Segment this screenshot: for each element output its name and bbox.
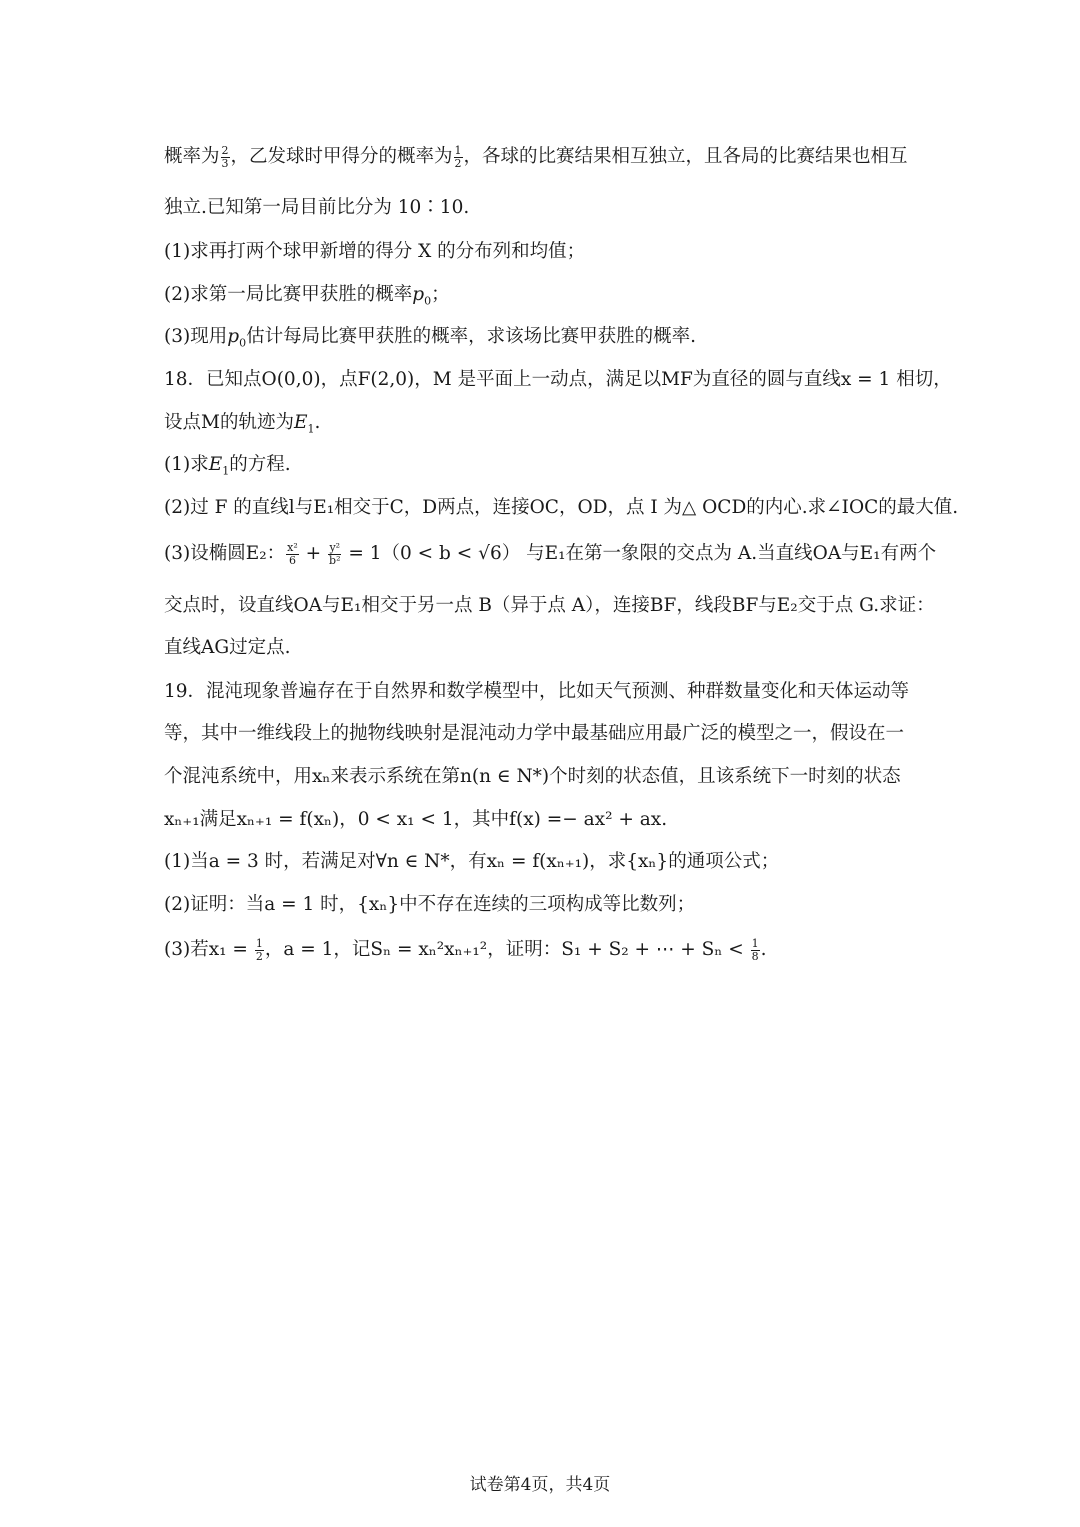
q17-part3: (3)现用$p_0$估计每局比赛甲获胜的概率，求该场比赛甲获胜的概率. <box>164 326 696 350</box>
fraction-1-2: $\frac{1}{2}$ <box>454 143 462 170</box>
q18-part3: (3)设椭圆E₂： $\frac{\text{x²}}{6}$ + $\frac{\text{y²}}{\text{b²}}$ = 1（0 < b < √6） 与E₁在第一象限的交点为 A.当直线OA与E₁有两个 <box>164 540 937 567</box>
page-footer: 试卷第4页，共4页 <box>469 1475 611 1495</box>
fraction-1-2-b: $\frac{1}{2}$ <box>255 936 263 963</box>
fraction-x2-6: $\frac{\text{x²}}{6}$ <box>287 540 298 567</box>
q19-stem-2: 等，其中一维线段上的抛物线映射是混沌动力学中最基础应用最广泛的模型之一，假设在一 <box>164 723 905 744</box>
q19-part2: (2)证明：当a = 1 时，{xₙ}中不存在连续的三项构成等比数列； <box>164 894 696 915</box>
q17-part1: (1)求再打两个球甲新增的得分 X 的分布列和均值； <box>164 241 586 262</box>
q18-stem: 18．已知点O(0,0)，点F(2,0)，M 是平面上一动点，满足以MF为直径的圆与直线x = 1 相切， <box>164 369 952 390</box>
q18-part3-2: 交点时，设直线OA与E₁相交于另一点 B（异于点 A），连接BF，线段BF与E₂交于点 G.求证： <box>164 595 935 616</box>
q19-part3: (3)若x₁ = $\frac{1}{2}$ ，a = 1，记Sₙ = xₙ²xₙ₊₁²，证明：S₁ + S₂ + ⋯ + Sₙ < $\frac{1}{8}$ . <box>164 936 767 963</box>
q17-part2: (2)求第一局比赛甲获胜的概率$p_0$； <box>164 284 450 308</box>
q19-stem-1: 19．混沌现象普遍存在于自然界和数学模型中，比如天气预测、种群数量变化和天体运动等 <box>164 681 910 702</box>
q18-stem-2: 设点M的轨迹为$E_1$. <box>164 412 321 436</box>
q19-part1: (1)当a = 3 时，若满足对∀n ∈ N*，有xₙ = f(xₙ₊₁)，求{xₙ}的通项公式； <box>164 851 780 872</box>
line-2: 独立.已知第一局目前比分为 10∶10. <box>164 197 470 218</box>
fraction-2-3: $\frac{2}{3}$ <box>221 143 229 170</box>
fraction-1-8: $\frac{1}{8}$ <box>751 936 759 963</box>
q19-stem-3: 个混沌系统中，用xₙ来表示系统在第n(n ∈ N*)个时刻的状态值，且该系统下一时刻的状态 <box>164 766 901 787</box>
line-1: 概率为 $\frac{2}{3}$ ，乙发球时甲得分的概率为 $\frac{1}{2}$ ，各球的比赛结果相互独立，且各局的比赛结果也相互 <box>164 143 908 170</box>
q18-part3-3: 直线AG过定点. <box>164 637 291 658</box>
q18-part2: (2)过 F 的直线l与E₁相交于C，D两点，连接OC，OD，点 I 为△ OCD的内心.求∠IOC的最大值. <box>164 497 959 518</box>
fraction-y2-b2: $\frac{\text{y²}}{\text{b²}}$ <box>329 540 341 567</box>
q18-part1: (1)求$E_1$的方程. <box>164 454 291 478</box>
q19-stem-4: xₙ₊₁满足xₙ₊₁ = f(xₙ)，0 < x₁ < 1，其中f(x) =− ax² + ax. <box>164 809 668 830</box>
